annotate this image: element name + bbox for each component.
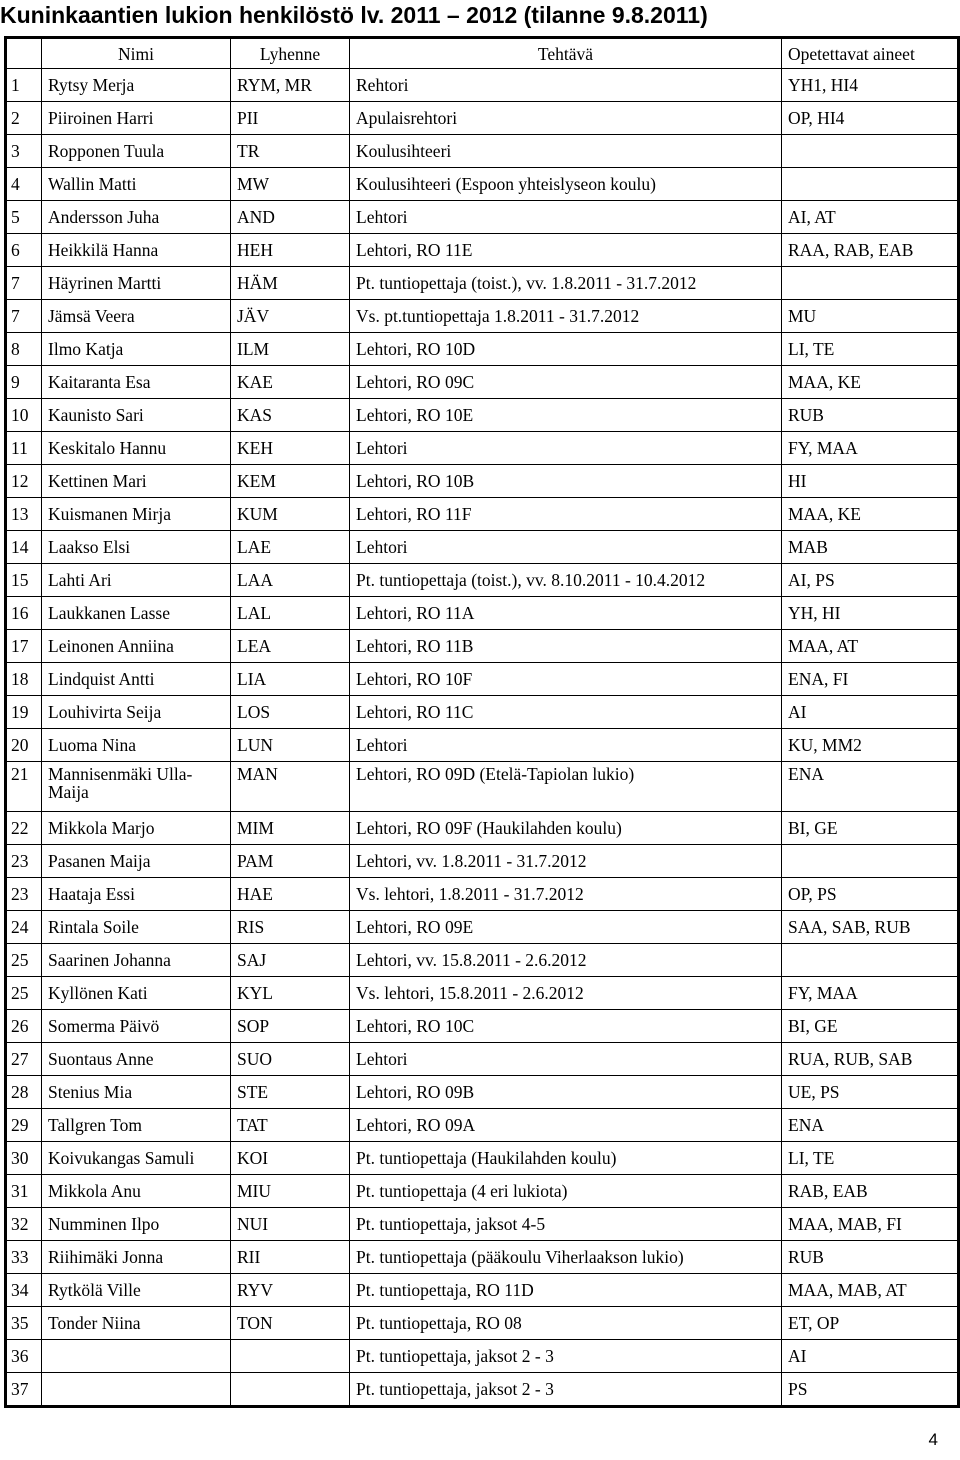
staff-role: Lehtori, RO 11C (350, 696, 782, 729)
staff-name: Mikkola Marjo (42, 812, 231, 845)
staff-role: Koulusihteeri (Espoon yhteislyseon koulu) (350, 168, 782, 201)
table-row (6, 1010, 959, 1043)
staff-name: Keskitalo Hannu (42, 432, 231, 465)
staff-role: Pt. tuntiopettaja (4 eri lukiota) (350, 1175, 782, 1208)
staff-abbreviation: LIA (231, 663, 350, 696)
row-number: 25 (6, 977, 42, 1010)
staff-abbreviation (231, 1373, 350, 1407)
row-number: 1 (6, 69, 42, 102)
staff-abbreviation: KEM (231, 465, 350, 498)
table-row (6, 696, 959, 729)
staff-name: Jämsä Veera (42, 300, 231, 333)
staff-abbreviation: AND (231, 201, 350, 234)
row-number: 15 (6, 564, 42, 597)
staff-subjects (782, 845, 959, 878)
staff-abbreviation: NUI (231, 1208, 350, 1241)
staff-name: Ilmo Katja (42, 333, 231, 366)
staff-subjects: KU, MM2 (782, 729, 959, 762)
table-row (6, 1043, 959, 1076)
staff-subjects: BI, GE (782, 812, 959, 845)
staff-subjects (782, 135, 959, 168)
staff-name (42, 1340, 231, 1373)
staff-abbreviation: TR (231, 135, 350, 168)
staff-name: Mikkola Anu (42, 1175, 231, 1208)
staff-abbreviation: HAE (231, 878, 350, 911)
staff-subjects: YH, HI (782, 597, 959, 630)
table-row (6, 1109, 959, 1142)
staff-role: Lehtori, RO 09E (350, 911, 782, 944)
staff-abbreviation: HÄM (231, 267, 350, 300)
table-row (6, 366, 959, 399)
staff-subjects (782, 168, 959, 201)
staff-abbreviation: KUM (231, 498, 350, 531)
staff-role: Lehtori, RO 11E (350, 234, 782, 267)
staff-role: Lehtori, RO 09D (Etelä-Tapiolan lukio) (350, 762, 782, 812)
row-number: 6 (6, 234, 42, 267)
table-row (6, 1307, 959, 1340)
staff-abbreviation: MW (231, 168, 350, 201)
staff-role: Vs. pt.tuntiopettaja 1.8.2011 - 31.7.2012 (350, 300, 782, 333)
staff-role: Lehtori, RO 09B (350, 1076, 782, 1109)
header-role: Tehtävä (350, 38, 782, 69)
table-row (6, 267, 959, 300)
staff-subjects: MAA, MAB, FI (782, 1208, 959, 1241)
staff-abbreviation: MAN (231, 762, 350, 812)
staff-abbreviation: TAT (231, 1109, 350, 1142)
staff-subjects: HI (782, 465, 959, 498)
staff-subjects: RUB (782, 1241, 959, 1274)
staff-abbreviation: SAJ (231, 944, 350, 977)
row-number: 12 (6, 465, 42, 498)
row-number: 23 (6, 878, 42, 911)
staff-role: Lehtori, RO 09C (350, 366, 782, 399)
row-number: 21 (6, 762, 42, 812)
table-row (6, 432, 959, 465)
row-number: 29 (6, 1109, 42, 1142)
staff-subjects: LI, TE (782, 333, 959, 366)
table-row (6, 729, 959, 762)
staff-name: Kaitaranta Esa (42, 366, 231, 399)
staff-abbreviation: STE (231, 1076, 350, 1109)
table-row (6, 564, 959, 597)
staff-role: Pt. tuntiopettaja, RO 08 (350, 1307, 782, 1340)
table-row (6, 597, 959, 630)
staff-name: Tallgren Tom (42, 1109, 231, 1142)
staff-subjects: ENA (782, 762, 959, 812)
staff-name: Rytkölä Ville (42, 1274, 231, 1307)
table-row (6, 399, 959, 432)
staff-name: Laukkanen Lasse (42, 597, 231, 630)
table-row (6, 1208, 959, 1241)
staff-abbreviation: PAM (231, 845, 350, 878)
staff-subjects: LI, TE (782, 1142, 959, 1175)
header-name: Nimi (42, 38, 231, 69)
row-number: 7 (6, 300, 42, 333)
staff-name: Rintala Soile (42, 911, 231, 944)
staff-role: Lehtori, RO 10C (350, 1010, 782, 1043)
table-row (6, 1274, 959, 1307)
row-number: 32 (6, 1208, 42, 1241)
staff-subjects: ET, OP (782, 1307, 959, 1340)
row-number: 4 (6, 168, 42, 201)
row-number: 25 (6, 944, 42, 977)
staff-subjects: YH1, HI4 (782, 69, 959, 102)
table-row (6, 812, 959, 845)
table-row (6, 1241, 959, 1274)
row-number: 9 (6, 366, 42, 399)
row-number: 7 (6, 267, 42, 300)
staff-abbreviation (231, 1340, 350, 1373)
staff-subjects: FY, MAA (782, 977, 959, 1010)
staff-subjects: AI (782, 696, 959, 729)
staff-subjects: FY, MAA (782, 432, 959, 465)
table-row (6, 102, 959, 135)
page-number: 4 (928, 1430, 938, 1449)
staff-name: Andersson Juha (42, 201, 231, 234)
staff-abbreviation: KAE (231, 366, 350, 399)
table-row (6, 845, 959, 878)
staff-name (42, 1373, 231, 1407)
staff-subjects: MAA, AT (782, 630, 959, 663)
staff-subjects: OP, PS (782, 878, 959, 911)
table-row (6, 498, 959, 531)
staff-role: Lehtori (350, 729, 782, 762)
staff-name: Heikkilä Hanna (42, 234, 231, 267)
staff-subjects: RAB, EAB (782, 1175, 959, 1208)
row-number: 11 (6, 432, 42, 465)
table-row (6, 201, 959, 234)
row-number: 8 (6, 333, 42, 366)
staff-abbreviation: KAS (231, 399, 350, 432)
staff-name: Koivukangas Samuli (42, 1142, 231, 1175)
staff-name: Kyllönen Kati (42, 977, 231, 1010)
staff-role: Lehtori, RO 09A (350, 1109, 782, 1142)
staff-abbreviation: MIU (231, 1175, 350, 1208)
staff-subjects: OP, HI4 (782, 102, 959, 135)
staff-role: Lehtori, RO 10B (350, 465, 782, 498)
staff-subjects: BI, GE (782, 1010, 959, 1043)
row-number: 24 (6, 911, 42, 944)
staff-abbreviation: RYM, MR (231, 69, 350, 102)
table-row (6, 465, 959, 498)
table-row (6, 977, 959, 1010)
staff-role: Lehtori (350, 1043, 782, 1076)
table-row (6, 1076, 959, 1109)
staff-role: Lehtori, RO 11B (350, 630, 782, 663)
row-number: 35 (6, 1307, 42, 1340)
staff-role: Pt. tuntiopettaja, jaksot 4-5 (350, 1208, 782, 1241)
table-row (6, 168, 959, 201)
staff-name: Suontaus Anne (42, 1043, 231, 1076)
staff-abbreviation: LOS (231, 696, 350, 729)
header-subjects: Opetettavat aineet (782, 38, 959, 69)
table-row (6, 878, 959, 911)
table-row (6, 1340, 959, 1373)
staff-abbreviation: KEH (231, 432, 350, 465)
staff-subjects: MAA, KE (782, 498, 959, 531)
staff-table (4, 36, 960, 1408)
header-abbreviation: Lyhenne (231, 38, 350, 69)
staff-name: Haataja Essi (42, 878, 231, 911)
row-number: 18 (6, 663, 42, 696)
staff-abbreviation: LEA (231, 630, 350, 663)
table-row (6, 663, 959, 696)
row-number: 19 (6, 696, 42, 729)
staff-role: Lehtori (350, 531, 782, 564)
staff-role: Pt. tuntiopettaja (toist.), vv. 8.10.2011 - 10.4.2012 (350, 564, 782, 597)
staff-name: Tonder Niina (42, 1307, 231, 1340)
staff-name: Pasanen Maija (42, 845, 231, 878)
staff-name: Mannisenmäki Ulla-Maija (42, 762, 231, 812)
row-number: 26 (6, 1010, 42, 1043)
staff-subjects: MU (782, 300, 959, 333)
staff-abbreviation: LAA (231, 564, 350, 597)
staff-abbreviation: KOI (231, 1142, 350, 1175)
row-number: 5 (6, 201, 42, 234)
row-number: 28 (6, 1076, 42, 1109)
staff-subjects: MAA, KE (782, 366, 959, 399)
staff-role: Lehtori, RO 09F (Haukilahden koulu) (350, 812, 782, 845)
table-row (6, 333, 959, 366)
staff-name: Laakso Elsi (42, 531, 231, 564)
staff-name: Luoma Nina (42, 729, 231, 762)
staff-name: Ropponen Tuula (42, 135, 231, 168)
staff-subjects: PS (782, 1373, 959, 1407)
staff-abbreviation: KYL (231, 977, 350, 1010)
staff-abbreviation: HEH (231, 234, 350, 267)
staff-role: Apulaisrehtori (350, 102, 782, 135)
staff-role: Pt. tuntiopettaja (pääkoulu Viherlaakson lukio) (350, 1241, 782, 1274)
staff-role: Lehtori, vv. 1.8.2011 - 31.7.2012 (350, 845, 782, 878)
staff-abbreviation: SOP (231, 1010, 350, 1043)
staff-abbreviation: LAL (231, 597, 350, 630)
staff-role: Lehtori, RO 10D (350, 333, 782, 366)
staff-subjects: RUB (782, 399, 959, 432)
row-number: 34 (6, 1274, 42, 1307)
staff-role: Koulusihteeri (350, 135, 782, 168)
staff-subjects: RUA, RUB, SAB (782, 1043, 959, 1076)
staff-subjects: MAA, MAB, AT (782, 1274, 959, 1307)
staff-role: Vs. lehtori, 1.8.2011 - 31.7.2012 (350, 878, 782, 911)
staff-abbreviation: RYV (231, 1274, 350, 1307)
staff-name: Numminen Ilpo (42, 1208, 231, 1241)
staff-name: Kettinen Mari (42, 465, 231, 498)
staff-subjects: MAB (782, 531, 959, 564)
staff-abbreviation: PII (231, 102, 350, 135)
staff-subjects: AI, PS (782, 564, 959, 597)
row-number: 37 (6, 1373, 42, 1407)
staff-name: Piiroinen Harri (42, 102, 231, 135)
row-number: 22 (6, 812, 42, 845)
staff-role: Rehtori (350, 69, 782, 102)
staff-subjects: ENA (782, 1109, 959, 1142)
table-row (6, 135, 959, 168)
table-row (6, 234, 959, 267)
staff-role: Vs. lehtori, 15.8.2011 - 2.6.2012 (350, 977, 782, 1010)
row-number: 16 (6, 597, 42, 630)
staff-subjects (782, 267, 959, 300)
row-number: 36 (6, 1340, 42, 1373)
staff-name: Lindquist Antti (42, 663, 231, 696)
staff-name: Lahti Ari (42, 564, 231, 597)
table-row (6, 1142, 959, 1175)
staff-name: Kuismanen Mirja (42, 498, 231, 531)
staff-role: Lehtori (350, 432, 782, 465)
row-number: 31 (6, 1175, 42, 1208)
row-number: 10 (6, 399, 42, 432)
table-header-row (6, 38, 959, 69)
table-row (6, 911, 959, 944)
staff-name: Häyrinen Martti (42, 267, 231, 300)
staff-subjects (782, 944, 959, 977)
row-number: 13 (6, 498, 42, 531)
table-row (6, 630, 959, 663)
table-row (6, 69, 959, 102)
staff-abbreviation: SUO (231, 1043, 350, 1076)
staff-name: Riihimäki Jonna (42, 1241, 231, 1274)
staff-name: Stenius Mia (42, 1076, 231, 1109)
staff-name: Wallin Matti (42, 168, 231, 201)
staff-role: Pt. tuntiopettaja, RO 11D (350, 1274, 782, 1307)
header-number (6, 38, 42, 69)
staff-role: Lehtori, RO 11A (350, 597, 782, 630)
staff-role: Lehtori, RO 10E (350, 399, 782, 432)
staff-role: Pt. tuntiopettaja (toist.), vv. 1.8.2011 - 31.7.2012 (350, 267, 782, 300)
staff-subjects: UE, PS (782, 1076, 959, 1109)
table-row (6, 531, 959, 564)
staff-name: Kaunisto Sari (42, 399, 231, 432)
staff-role: Lehtori (350, 201, 782, 234)
staff-subjects: SAA, SAB, RUB (782, 911, 959, 944)
row-number: 30 (6, 1142, 42, 1175)
table-row (6, 300, 959, 333)
staff-abbreviation: RIS (231, 911, 350, 944)
staff-subjects: AI (782, 1340, 959, 1373)
staff-abbreviation: RII (231, 1241, 350, 1274)
staff-subjects: RAA, RAB, EAB (782, 234, 959, 267)
staff-name: Louhivirta Seija (42, 696, 231, 729)
page-title: Kuninkaantien lukion henkilöstö lv. 2011 – 2012 (tilanne 9.8.2011) (0, 2, 708, 28)
row-number: 3 (6, 135, 42, 168)
staff-role: Lehtori, vv. 15.8.2011 - 2.6.2012 (350, 944, 782, 977)
row-number: 2 (6, 102, 42, 135)
staff-abbreviation: JÄV (231, 300, 350, 333)
staff-name: Saarinen Johanna (42, 944, 231, 977)
staff-role: Lehtori, RO 11F (350, 498, 782, 531)
row-number: 14 (6, 531, 42, 564)
table-row (6, 762, 959, 812)
row-number: 23 (6, 845, 42, 878)
staff-abbreviation: LAE (231, 531, 350, 564)
staff-role: Pt. tuntiopettaja, jaksot 2 - 3 (350, 1340, 782, 1373)
staff-abbreviation: TON (231, 1307, 350, 1340)
row-number: 27 (6, 1043, 42, 1076)
staff-abbreviation: ILM (231, 333, 350, 366)
table-row (6, 944, 959, 977)
table-row (6, 1175, 959, 1208)
staff-name: Leinonen Anniina (42, 630, 231, 663)
row-number: 17 (6, 630, 42, 663)
staff-name: Rytsy Merja (42, 69, 231, 102)
table-row (6, 1373, 959, 1407)
row-number: 33 (6, 1241, 42, 1274)
staff-role: Pt. tuntiopettaja, jaksot 2 - 3 (350, 1373, 782, 1407)
staff-abbreviation: MIM (231, 812, 350, 845)
staff-role: Lehtori, RO 10F (350, 663, 782, 696)
staff-subjects: AI, AT (782, 201, 959, 234)
staff-role: Pt. tuntiopettaja (Haukilahden koulu) (350, 1142, 782, 1175)
row-number: 20 (6, 729, 42, 762)
staff-name: Somerma Päivö (42, 1010, 231, 1043)
staff-subjects: ENA, FI (782, 663, 959, 696)
staff-abbreviation: LUN (231, 729, 350, 762)
